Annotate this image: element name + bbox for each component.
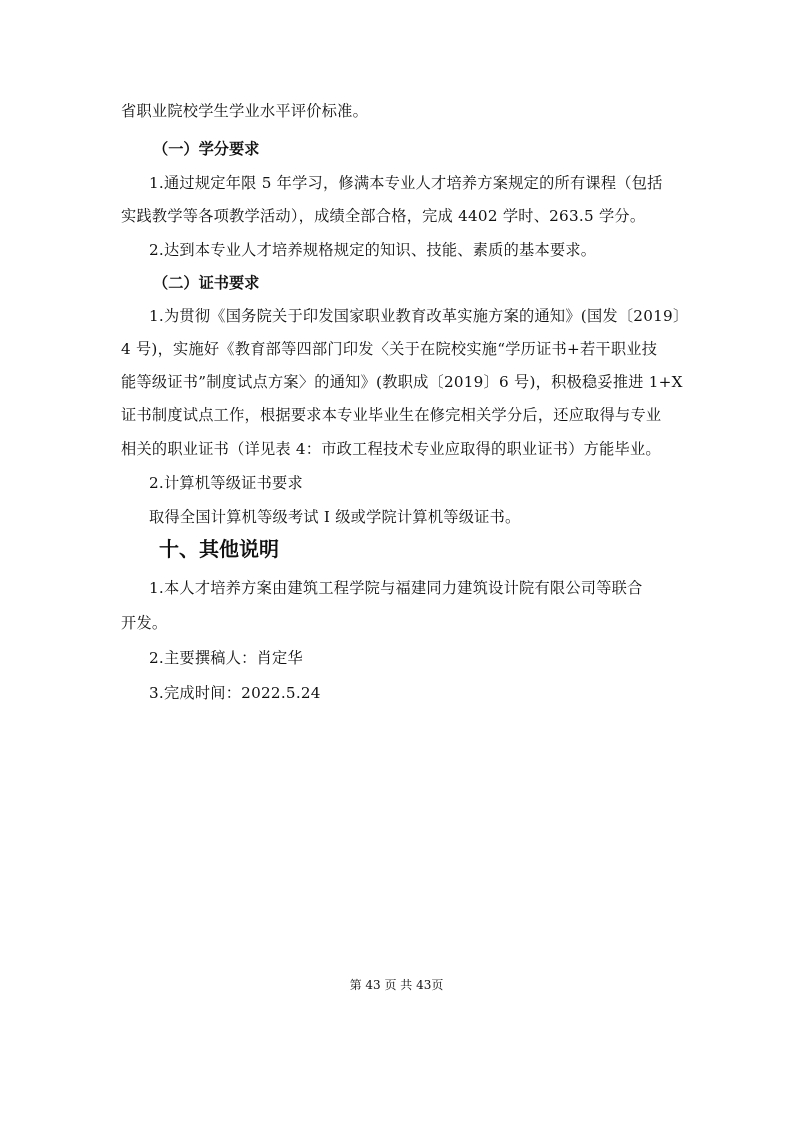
paragraph-line: 3.完成时间：2022.5.24 (149, 684, 321, 702)
paragraph-line: 4 号)，实施好《教育部等四部门印发〈关于在院校实施“学历证书+若干职业技 (121, 340, 658, 358)
paragraph-line: 证书制度试点工作，根据要求本专业毕业生在修完相关学分后，还应取得与专业 (121, 406, 662, 424)
paragraph-line: 相关的职业证书（详见表 4：市政工程技术专业应取得的职业证书）方能毕业。 (121, 440, 661, 458)
paragraph-line: 2.计算机等级证书要求 (149, 474, 303, 492)
paragraph-line: 1.本人才培养方案由建筑工程学院与福建同力建筑设计院有限公司等联合 (149, 579, 643, 597)
paragraph-line: 开发。 (121, 614, 168, 632)
paragraph-line: 实践教学等各项教学活动），成绩全部合格，完成 4402 学时、263.5 学分。 (121, 207, 646, 225)
paragraph-line: 1.为贯彻《国务院关于印发国家职业教育改革实施方案的通知》(国发〔2019〕 (149, 307, 689, 325)
chapter-heading: 十、其他说明 (159, 537, 279, 561)
paragraph-line: 能等级证书”制度试点方案〉的通知》(教职成〔2019〕6 号)，积极稳妥推进 1+X (121, 373, 683, 391)
paragraph-line: 2.主要撰稿人：肖定华 (149, 649, 303, 667)
paragraph-line: 2.达到本专业人才培养规格规定的知识、技能、素质的基本要求。 (149, 241, 597, 259)
paragraph-line: 取得全国计算机等级考试 I 级或学院计算机等级证书。 (149, 508, 521, 526)
paragraph-line: 省职业院校学生学业水平评价标准。 (121, 102, 368, 120)
page-number-footer: 第 43 页 共 43页 (349, 978, 444, 992)
section-heading-credits: （一）学分要求 (153, 140, 260, 158)
paragraph-line: 1.通过规定年限 5 年学习，修满本专业人才培养方案规定的所有课程（包括 (149, 174, 663, 192)
section-heading-certificates: （二）证书要求 (153, 274, 260, 292)
